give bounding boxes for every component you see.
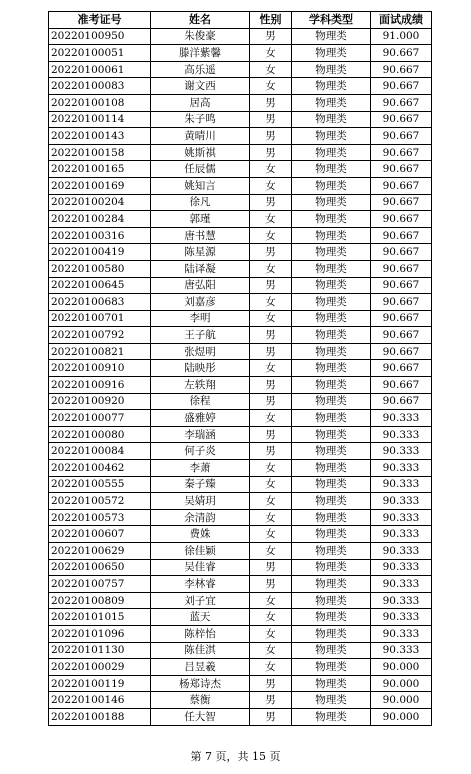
gender-cell: 女 [250,260,292,277]
interview-results-table [48,11,432,726]
table-row [49,625,432,642]
score-cell: 90.333 [371,642,432,659]
gender-cell: 女 [250,45,292,62]
name-cell: 居高 [151,94,250,111]
exam-id-cell: 20220100169 [49,177,151,194]
name-cell: 陆映彤 [151,360,250,377]
name-cell: 李明 [151,310,250,327]
table-row [49,493,432,510]
score-cell: 90.667 [371,45,432,62]
exam-id-cell: 20220100077 [49,410,151,427]
score-cell: 90.667 [371,343,432,360]
gender-cell: 女 [250,410,292,427]
gender-cell: 女 [250,161,292,178]
name-cell: 吴婧玥 [151,493,250,510]
exam-id-cell: 20220100114 [49,111,151,128]
name-cell: 蔡衡 [151,692,250,709]
table-row [49,277,432,294]
name-cell: 唐书慧 [151,227,250,244]
subject-type-cell: 物理类 [292,194,371,211]
table-row [49,509,432,526]
header-subject-type: 学科类型 [292,12,371,29]
gender-cell: 男 [250,708,292,725]
exam-id-cell: 20220100629 [49,543,151,560]
score-cell: 91.000 [371,28,432,45]
subject-type-cell: 物理类 [292,675,371,692]
name-cell: 郭瑾 [151,211,250,228]
exam-id-cell: 20220100809 [49,592,151,609]
subject-type-cell: 物理类 [292,692,371,709]
subject-type-cell: 物理类 [292,128,371,145]
score-cell: 90.667 [371,144,432,161]
subject-type-cell: 物理类 [292,61,371,78]
score-cell: 90.333 [371,493,432,510]
name-cell: 刘子宜 [151,592,250,609]
name-cell: 左轶翔 [151,377,250,394]
score-cell: 90.667 [371,177,432,194]
gender-cell: 男 [250,111,292,128]
table-row [49,343,432,360]
table-row [49,576,432,593]
exam-id-cell: 20220101096 [49,625,151,642]
gender-cell: 女 [250,476,292,493]
score-cell: 90.333 [371,509,432,526]
subject-type-cell: 物理类 [292,360,371,377]
exam-id-cell: 20220100051 [49,45,151,62]
subject-type-cell: 物理类 [292,609,371,626]
gender-cell: 女 [250,659,292,676]
name-cell: 陆译凝 [151,260,250,277]
subject-type-cell: 物理类 [292,509,371,526]
table-row [49,244,432,261]
table-row [49,543,432,560]
name-cell: 王子航 [151,327,250,344]
exam-id-cell: 20220100143 [49,128,151,145]
header-gender: 性别 [250,12,292,29]
score-cell: 90.667 [371,327,432,344]
exam-id-cell: 20220100683 [49,294,151,311]
table-row [49,28,432,45]
gender-cell: 女 [250,592,292,609]
subject-type-cell: 物理类 [292,144,371,161]
table-row [49,592,432,609]
name-cell: 李瑞涵 [151,426,250,443]
subject-type-cell: 物理类 [292,260,371,277]
exam-id-cell: 20220100792 [49,327,151,344]
table-row [49,294,432,311]
table-row [49,659,432,676]
exam-id-cell: 20220100950 [49,28,151,45]
name-cell: 徐程 [151,393,250,410]
gender-cell: 女 [250,177,292,194]
score-cell: 90.000 [371,708,432,725]
table-row [49,78,432,95]
subject-type-cell: 物理类 [292,277,371,294]
table-row [49,559,432,576]
subject-type-cell: 物理类 [292,111,371,128]
exam-id-cell: 20220100204 [49,194,151,211]
table-row [49,460,432,477]
exam-id-cell: 20220100083 [49,78,151,95]
gender-cell: 男 [250,194,292,211]
subject-type-cell: 物理类 [292,310,371,327]
page-number-footer: 第 7 页，共 15 页 [190,750,281,763]
subject-type-cell: 物理类 [292,543,371,560]
score-cell: 90.333 [371,460,432,477]
gender-cell: 男 [250,443,292,460]
exam-id-cell: 20220100108 [49,94,151,111]
exam-id-cell: 20220100573 [49,509,151,526]
gender-cell: 男 [250,244,292,261]
name-cell: 陈佳淇 [151,642,250,659]
score-cell: 90.333 [371,592,432,609]
score-cell: 90.667 [371,227,432,244]
subject-type-cell: 物理类 [292,526,371,543]
name-cell: 朱子鸣 [151,111,250,128]
score-cell: 90.667 [371,111,432,128]
subject-type-cell: 物理类 [292,211,371,228]
score-cell: 90.667 [371,310,432,327]
exam-id-cell: 20220100419 [49,244,151,261]
table-row [49,609,432,626]
subject-type-cell: 物理类 [292,493,371,510]
gender-cell: 男 [250,393,292,410]
name-cell: 李萧 [151,460,250,477]
exam-id-cell: 20220100084 [49,443,151,460]
gender-cell: 男 [250,377,292,394]
name-cell: 李林睿 [151,576,250,593]
gender-cell: 女 [250,360,292,377]
name-cell: 秦子臻 [151,476,250,493]
score-cell: 90.333 [371,625,432,642]
score-cell: 90.000 [371,675,432,692]
name-cell: 姚斯祺 [151,144,250,161]
score-cell: 90.333 [371,609,432,626]
name-cell: 姚知言 [151,177,250,194]
exam-id-cell: 20220100119 [49,675,151,692]
subject-type-cell: 物理类 [292,659,371,676]
table-row [49,377,432,394]
score-cell: 90.000 [371,659,432,676]
subject-type-cell: 物理类 [292,393,371,410]
gender-cell: 女 [250,61,292,78]
score-cell: 90.333 [371,559,432,576]
score-cell: 90.667 [371,94,432,111]
gender-cell: 女 [250,227,292,244]
subject-type-cell: 物理类 [292,294,371,311]
table-row [49,128,432,145]
exam-id-cell: 20220100580 [49,260,151,277]
header-exam-id: 准考证号 [49,12,151,29]
subject-type-cell: 物理类 [292,410,371,427]
subject-type-cell: 物理类 [292,377,371,394]
exam-id-cell: 20220100316 [49,227,151,244]
subject-type-cell: 物理类 [292,227,371,244]
gender-cell: 女 [250,543,292,560]
score-cell: 90.667 [371,360,432,377]
score-cell: 90.667 [371,377,432,394]
subject-type-cell: 物理类 [292,426,371,443]
table-row [49,61,432,78]
table-row [49,476,432,493]
subject-type-cell: 物理类 [292,642,371,659]
table-row [49,708,432,725]
subject-type-cell: 物理类 [292,576,371,593]
name-cell: 黄晴川 [151,128,250,145]
name-cell: 蓝天 [151,609,250,626]
exam-id-cell: 20220100462 [49,460,151,477]
name-cell: 刘嘉彦 [151,294,250,311]
gender-cell: 女 [250,493,292,510]
name-cell: 谢文西 [151,78,250,95]
table-row [49,94,432,111]
table-row [49,443,432,460]
score-cell: 90.667 [371,161,432,178]
gender-cell: 女 [250,509,292,526]
gender-cell: 男 [250,675,292,692]
exam-id-cell: 20220100920 [49,393,151,410]
table-row [49,675,432,692]
exam-id-cell: 20220100910 [49,360,151,377]
exam-id-cell: 20220100701 [49,310,151,327]
name-cell: 盛雅婷 [151,410,250,427]
name-cell: 吴佳睿 [151,559,250,576]
gender-cell: 男 [250,128,292,145]
gender-cell: 男 [250,426,292,443]
exam-id-cell: 20220100757 [49,576,151,593]
gender-cell: 男 [250,327,292,344]
score-cell: 90.333 [371,526,432,543]
exam-id-cell: 20220100165 [49,161,151,178]
name-cell: 杨郑诗杰 [151,675,250,692]
subject-type-cell: 物理类 [292,161,371,178]
gender-cell: 女 [250,460,292,477]
exam-id-cell: 20220100061 [49,61,151,78]
gender-cell: 男 [250,559,292,576]
table-row [49,410,432,427]
subject-type-cell: 物理类 [292,443,371,460]
gender-cell: 女 [250,294,292,311]
table-body [49,28,432,725]
subject-type-cell: 物理类 [292,327,371,344]
exam-id-cell: 20220100916 [49,377,151,394]
table-row [49,177,432,194]
gender-cell: 女 [250,526,292,543]
exam-id-cell: 20220100645 [49,277,151,294]
score-cell: 90.667 [371,78,432,95]
gender-cell: 女 [250,609,292,626]
gender-cell: 男 [250,94,292,111]
score-cell: 90.667 [371,194,432,211]
name-cell: 高乐遥 [151,61,250,78]
subject-type-cell: 物理类 [292,244,371,261]
table-row [49,211,432,228]
subject-type-cell: 物理类 [292,625,371,642]
subject-type-cell: 物理类 [292,94,371,111]
exam-id-cell: 20220100572 [49,493,151,510]
name-cell: 徐凡 [151,194,250,211]
subject-type-cell: 物理类 [292,708,371,725]
name-cell: 何子炎 [151,443,250,460]
exam-id-cell: 20220100188 [49,708,151,725]
name-cell: 朱俊豪 [151,28,250,45]
score-cell: 90.667 [371,393,432,410]
subject-type-cell: 物理类 [292,592,371,609]
exam-id-cell: 20220100158 [49,144,151,161]
table-row [49,260,432,277]
exam-id-cell: 20220100146 [49,692,151,709]
gender-cell: 女 [250,310,292,327]
name-cell: 吕昱羲 [151,659,250,676]
name-cell: 滕洋紫馨 [151,45,250,62]
subject-type-cell: 物理类 [292,28,371,45]
exam-id-cell: 20220100821 [49,343,151,360]
table-row [49,360,432,377]
gender-cell: 男 [250,28,292,45]
exam-id-cell: 20220101130 [49,642,151,659]
subject-type-cell: 物理类 [292,476,371,493]
name-cell: 唐弘阳 [151,277,250,294]
results-table-container [48,11,432,726]
name-cell: 陈星源 [151,244,250,261]
subject-type-cell: 物理类 [292,78,371,95]
score-cell: 90.667 [371,260,432,277]
table-row [49,227,432,244]
name-cell: 陈梓怡 [151,625,250,642]
table-row [49,642,432,659]
table-row [49,526,432,543]
table-row [49,327,432,344]
table-row [49,111,432,128]
header-name: 姓名 [151,12,250,29]
score-cell: 90.667 [371,294,432,311]
score-cell: 90.667 [371,211,432,228]
score-cell: 90.667 [371,277,432,294]
header-interview-score: 面试成绩 [371,12,432,29]
table-header-row [49,12,432,29]
score-cell: 90.333 [371,543,432,560]
name-cell: 徐佳颖 [151,543,250,560]
score-cell: 90.333 [371,410,432,427]
subject-type-cell: 物理类 [292,460,371,477]
name-cell: 费姝 [151,526,250,543]
score-cell: 90.333 [371,426,432,443]
score-cell: 90.333 [371,443,432,460]
score-cell: 90.667 [371,61,432,78]
table-row [49,310,432,327]
subject-type-cell: 物理类 [292,343,371,360]
score-cell: 90.333 [371,476,432,493]
subject-type-cell: 物理类 [292,45,371,62]
gender-cell: 男 [250,144,292,161]
exam-id-cell: 20220100029 [49,659,151,676]
table-row [49,426,432,443]
gender-cell: 男 [250,343,292,360]
name-cell: 张煜明 [151,343,250,360]
table-row [49,393,432,410]
gender-cell: 女 [250,625,292,642]
name-cell: 余清韵 [151,509,250,526]
subject-type-cell: 物理类 [292,177,371,194]
table-row [49,161,432,178]
exam-id-cell: 20220100607 [49,526,151,543]
table-row [49,45,432,62]
gender-cell: 男 [250,692,292,709]
gender-cell: 女 [250,211,292,228]
name-cell: 任辰儒 [151,161,250,178]
score-cell: 90.667 [371,244,432,261]
name-cell: 任大智 [151,708,250,725]
exam-id-cell: 20220100080 [49,426,151,443]
subject-type-cell: 物理类 [292,559,371,576]
exam-id-cell: 20220100555 [49,476,151,493]
score-cell: 90.667 [371,128,432,145]
exam-id-cell: 20220100284 [49,211,151,228]
exam-id-cell: 20220100650 [49,559,151,576]
gender-cell: 男 [250,277,292,294]
table-row [49,144,432,161]
gender-cell: 男 [250,576,292,593]
table-row [49,194,432,211]
gender-cell: 女 [250,78,292,95]
gender-cell: 女 [250,642,292,659]
table-row [49,692,432,709]
score-cell: 90.000 [371,692,432,709]
score-cell: 90.333 [371,576,432,593]
exam-id-cell: 20220101015 [49,609,151,626]
